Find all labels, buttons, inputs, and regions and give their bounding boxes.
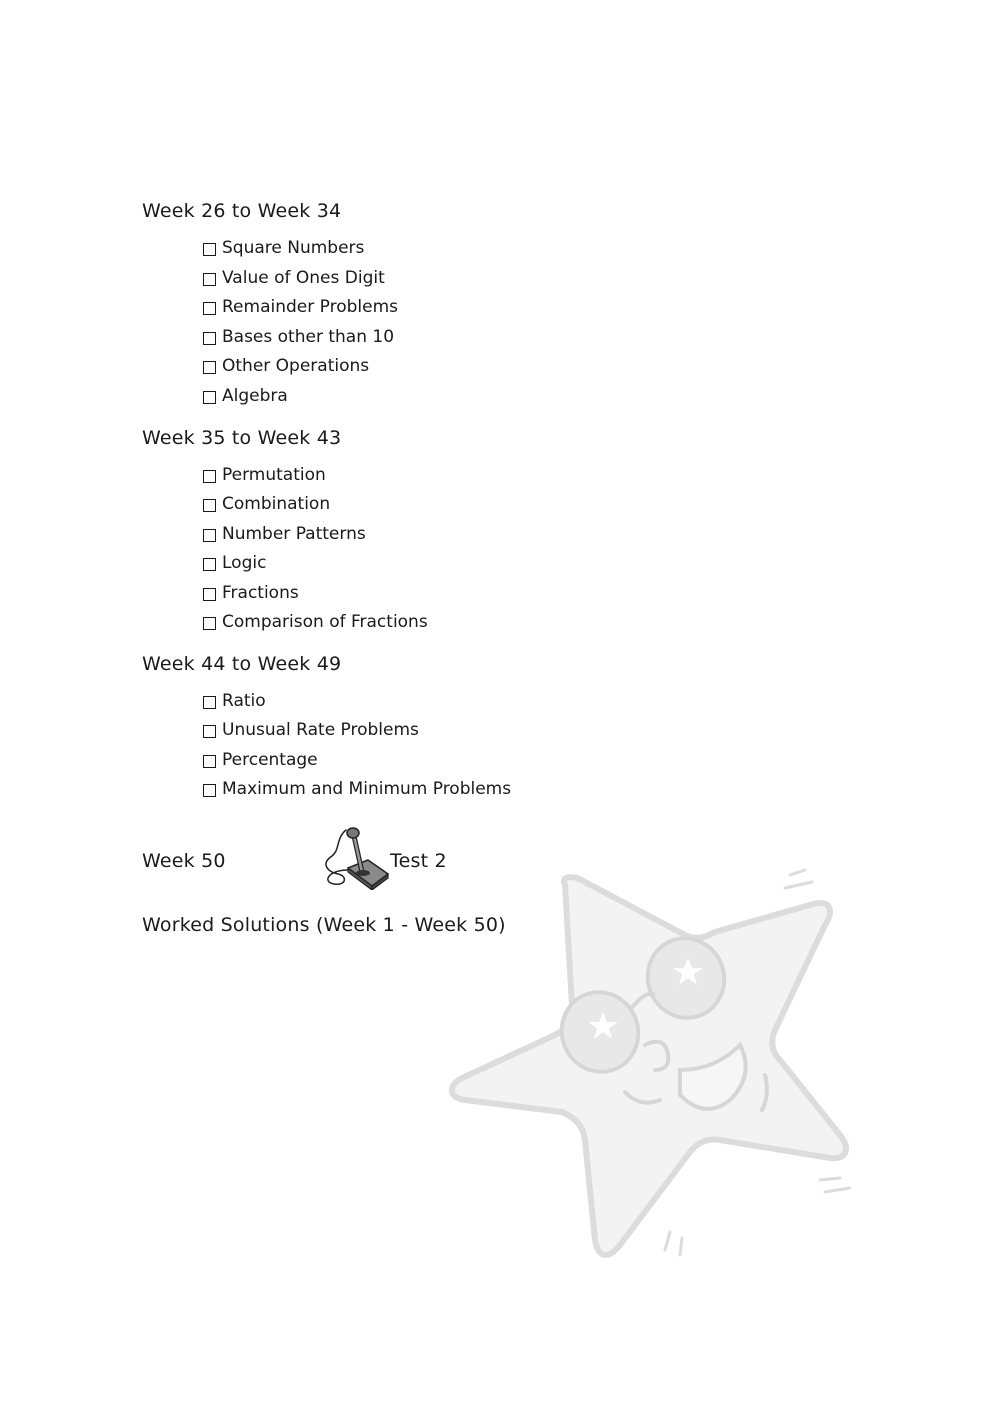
checkbox-icon[interactable] <box>203 332 216 345</box>
checkbox-icon[interactable] <box>203 302 216 315</box>
topic-item[interactable] <box>203 691 266 711</box>
checkbox-icon[interactable] <box>203 391 216 404</box>
section-heading-3: Week 44 to Week 49 <box>142 653 342 675</box>
topic-label: Other Operations <box>222 356 370 376</box>
joystick-icon <box>318 824 392 890</box>
checkbox-icon[interactable] <box>203 784 216 797</box>
checkbox-icon[interactable] <box>203 696 216 709</box>
topic-label: Comparison of Fractions <box>222 612 428 632</box>
checkbox-icon[interactable] <box>203 361 216 374</box>
checkbox-icon[interactable] <box>203 558 216 571</box>
topic-label: Unusual Rate Problems <box>222 720 419 740</box>
topic-label: Fractions <box>222 583 299 603</box>
topic-item[interactable] <box>203 297 398 317</box>
topic-item[interactable] <box>203 268 385 288</box>
checkbox-icon[interactable] <box>203 529 216 542</box>
topic-label: Bases other than 10 <box>222 327 395 347</box>
section-heading-1: Week 26 to Week 34 <box>142 200 342 222</box>
topic-item[interactable] <box>203 238 364 258</box>
topic-item[interactable] <box>203 720 419 740</box>
topic-label: Percentage <box>222 750 318 770</box>
checkbox-icon[interactable] <box>203 499 216 512</box>
topic-label: Value of Ones Digit <box>222 268 385 288</box>
checkbox-icon[interactable] <box>203 588 216 601</box>
checkbox-icon[interactable] <box>203 273 216 286</box>
checkbox-icon[interactable] <box>203 725 216 738</box>
topic-label: Remainder Problems <box>222 297 398 317</box>
checkbox-icon[interactable] <box>203 617 216 630</box>
topic-label: Permutation <box>222 465 326 485</box>
topic-item[interactable] <box>203 583 299 603</box>
topic-item[interactable] <box>203 612 428 632</box>
topic-item[interactable] <box>203 494 330 514</box>
test-week-label: Week 50 <box>142 850 226 872</box>
test-label: Test 2 <box>390 850 447 872</box>
worked-solutions-label: Worked Solutions (Week 1 - Week 50) <box>142 914 506 936</box>
topic-label: Square Numbers <box>222 238 365 258</box>
checkbox-icon[interactable] <box>203 470 216 483</box>
topic-label: Ratio <box>222 691 266 711</box>
section-heading-2: Week 35 to Week 43 <box>142 427 342 449</box>
topic-item[interactable] <box>203 386 288 406</box>
topic-item[interactable] <box>203 750 318 770</box>
topic-label: Logic <box>222 553 267 573</box>
topic-label: Maximum and Minimum Problems <box>222 779 512 799</box>
topic-item[interactable] <box>203 356 369 376</box>
topic-item[interactable] <box>203 524 366 544</box>
topic-item[interactable] <box>203 553 266 573</box>
topic-item[interactable] <box>203 465 326 485</box>
topic-item[interactable] <box>203 327 394 347</box>
checkbox-icon[interactable] <box>203 243 216 256</box>
topic-label: Combination <box>222 494 331 514</box>
topic-label: Number Patterns <box>222 524 366 544</box>
topic-item[interactable] <box>203 779 511 799</box>
checkbox-icon[interactable] <box>203 755 216 768</box>
topic-label: Algebra <box>222 386 288 406</box>
